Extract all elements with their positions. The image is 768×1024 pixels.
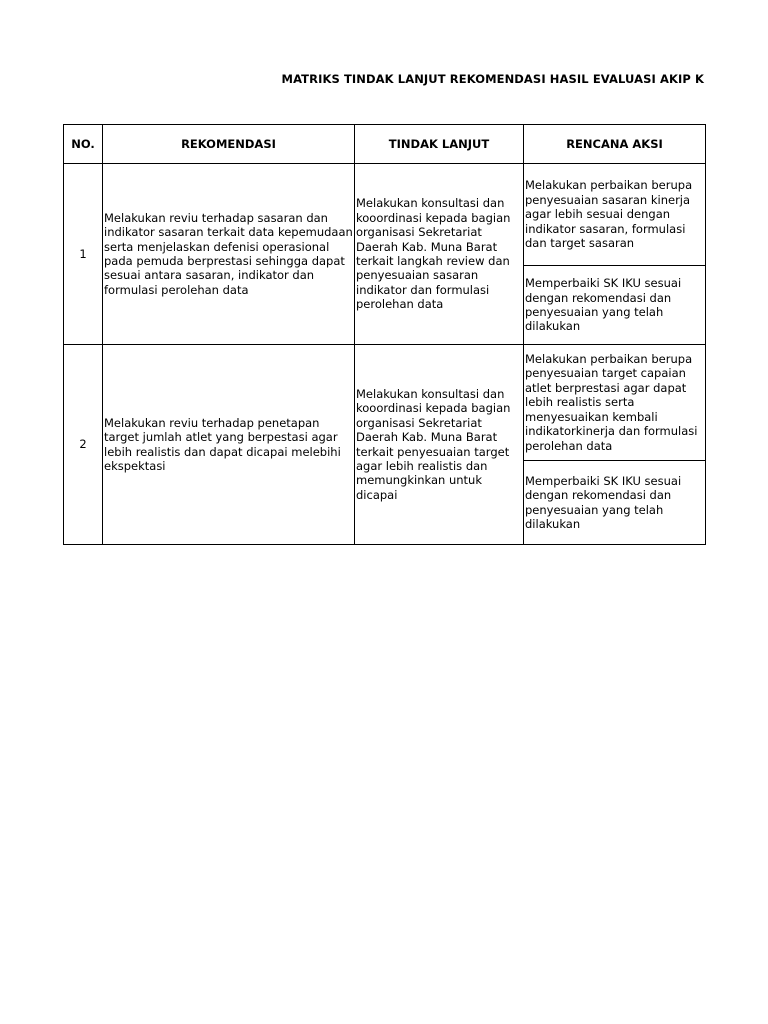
rencana-aksi-cell: Melakukan perbaikan berupa penyesuaian sasaran kinerja agar lebih sesuai dengan indikator sasaran, formulasi dan target sasaran	[524, 164, 706, 266]
tindak-lanjut-cell: Melakukan konsultasi dan kooordinasi kepada bagian organisasi Sekretariat Daerah Kab. Muna Barat terkait penyesuaian target agar lebih realistis dan memungkinkan untuk dicapai	[355, 345, 524, 545]
row-number: 2	[64, 345, 103, 545]
page-title: MATRIKS TINDAK LANJUT REKOMENDASI HASIL EVALUASI AKIP K	[281, 72, 704, 86]
table-row	[64, 164, 706, 266]
header-rekomendasi: REKOMENDASI	[103, 125, 355, 164]
rencana-aksi-cell: Memperbaiki SK IKU sesuai dengan rekomendasi dan penyesuaian yang telah dilakukan	[524, 461, 706, 545]
rekomendasi-cell: Melakukan reviu terhadap sasaran dan indikator sasaran terkait data kepemudaan serta menjelaskan defenisi operasional pada pemuda berprestasi sehingga dapat sesuai antara sasaran, indikator dan formulasi perolehan data	[103, 164, 355, 345]
header-tindak-lanjut: TINDAK LANJUT	[355, 125, 524, 164]
rekomendasi-cell: Melakukan reviu terhadap penetapan target jumlah atlet yang berpestasi agar lebih realistis dan dapat dicapai melebihi ekspektasi	[103, 345, 355, 545]
table-row	[64, 345, 706, 461]
table-header-row	[64, 125, 706, 164]
follow-up-matrix-table	[63, 124, 706, 545]
rencana-aksi-cell: Memperbaiki SK IKU sesuai dengan rekomendasi dan penyesuaian yang telah dilakukan	[524, 266, 706, 345]
rencana-aksi-cell: Melakukan perbaikan berupa penyesuaian target capaian atlet berprestasi agar dapat lebih realistis serta menyesuaikan kembali indikatorkinerja dan formulasi perolehan data	[524, 345, 706, 461]
header-rencana-aksi: RENCANA AKSI	[524, 125, 706, 164]
header-no: NO.	[64, 125, 103, 164]
row-number: 1	[64, 164, 103, 345]
tindak-lanjut-cell: Melakukan konsultasi dan kooordinasi kepada bagian organisasi Sekretariat Daerah Kab. Muna Barat terkait langkah review dan penyesuaian sasaran indikator dan formulasi perolehan data	[355, 164, 524, 345]
